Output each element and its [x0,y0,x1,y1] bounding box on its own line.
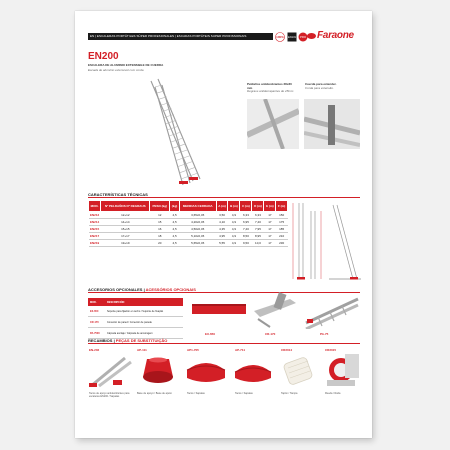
specs-cell: 7,95 [252,226,264,233]
specs-cell: 5,55 [216,240,228,247]
spare-en202-image [89,354,133,388]
header-bar [88,33,273,40]
specs-cell: 4,9 [228,226,240,233]
specs-model-cell: EN217 [90,234,100,238]
specs-column-header: B (m) [228,201,240,212]
specs-cell: 150 [276,212,288,219]
specs-cell: 16 [150,226,170,233]
specs-cell: 7,40 [240,226,252,233]
accessories-col-desc: DESCRIPCIÓN [105,298,183,306]
specs-cell: 4,5 [170,212,180,219]
specs-column-header: MEDIDAS CERRADA [179,201,216,212]
brand-logo [307,30,361,42]
rung-detail-image [247,99,299,149]
specs-cell: 15 [150,219,170,226]
brand-logo-mark [307,33,316,39]
accessory-code: CR-170 [88,317,105,328]
specs-cell: 8,95 [252,233,264,240]
spare-desc: Tapón / Tampa [281,392,298,395]
specs-cell: 17+17 [101,233,150,240]
product-title: EN200 [88,51,119,62]
accessory-code: EX-650 [88,306,105,317]
specs-model-cell: EN214 [90,220,100,224]
specs-cell: 4,5 [170,240,180,247]
specs-cell: 3,50 [216,212,228,219]
specs-cell: 6,33 [240,212,252,219]
specs-cell: 6,95 [240,219,252,226]
spares-heading: RECAMBIOS | PEÇAS DE SUBSTITUIÇÃO [88,338,168,343]
accessory-row [88,306,183,317]
product-subtitle: ESCALERA DE ALUMINIO EXTENSIBLE DE CUERDA [88,63,164,67]
specs-cell: 4,50x0,45 [179,226,216,233]
specs-table [88,200,288,247]
specs-cell: 4,9 [228,233,240,240]
specs-table-body [89,212,288,247]
spare-ap711-image [233,356,273,386]
cert-en131-icon [287,32,297,42]
specs-cell: 17 [264,233,276,240]
specs-cell: 4,9 [228,219,240,226]
spare-cr2015-image [323,352,363,390]
specs-model-cell: EN215 [90,227,100,231]
brand-name: Faraone [317,30,354,41]
specs-cell: 175 [276,219,288,226]
specs-row [89,233,288,240]
catalog-page [75,11,372,438]
specs-cell: 210 [276,233,288,240]
accessory-code: PA-7500 [88,328,105,339]
specs-cell: 3,65x0,45 [179,212,216,219]
spare-code: AP-711 [235,348,246,352]
spare-ap111-image [139,355,177,389]
spare-desc: Tacos / Sapatas [187,392,205,395]
specs-row [89,212,288,219]
spare-code: AP-111 [137,348,147,352]
specs-cell: 4,10 [216,219,228,226]
specs-cell: 7,40 [252,219,264,226]
spares-heading-pt: PEÇAS DE SUBSTITUIÇÃO [115,338,168,343]
specs-cell: 4,20x0,45 [179,219,216,226]
specs-cell: 12+12 [101,212,150,219]
accessory-ex650-image [190,296,248,326]
note-rungs-title: Peldaños antideslizantes 28x30 mm [247,82,292,90]
specs-cell: 4,5 [170,219,180,226]
specs-cell: 14+14 [101,219,150,226]
ladder-dimension-diagram [289,201,365,281]
product-subtitle-pt: Escada de alumínio extensível com corda [88,68,144,72]
specs-cell: 17 [264,226,276,233]
note-rope-title: Cuerda para extender. [305,82,337,86]
spare-cr2014-image [278,354,318,390]
specs-cell: 17 [264,212,276,219]
specs-row [89,226,288,233]
accessory-cr170-image [250,289,300,329]
accessories-heading: ACCESORIOS OPCIONALES | ACESSÓRIOS OPCIONAIS [88,287,196,292]
spare-code: CR2014 [281,348,293,352]
accessories-heading-pt: ACESSÓRIOS OPCIONAIS [145,287,196,292]
cert-en131-label: EN131 [288,36,296,40]
spare-code: AP1-705 [187,348,199,352]
spare-desc: Tacos / Sapatas [235,392,253,395]
specs-cell: 4,95 [216,233,228,240]
specs-cell: 8,50 [240,233,252,240]
specs-row [89,219,288,226]
specs-cell: 4,9 [228,212,240,219]
specs-cell: 4,9 [228,240,240,247]
accessory-desc: Cápsula anclaje / Cápsula de ancoragem [105,328,183,339]
specs-column-header: D (m) [252,201,264,212]
accessory-desc: Conector de pared / Conector de parede [105,317,183,328]
ladder-main-image [145,77,205,189]
spare-code: EN-202 [89,348,100,352]
specs-cell: 15+15 [101,226,150,233]
spare-desc: Tacos de apoyo antideslizantes para escaleras EN200 / Sapatas [89,392,130,398]
specs-column-header: Nº PELDAÑOS Nº DEGRAUS [101,201,150,212]
spare-code: CR2015 [325,348,337,352]
specs-cell: 9,50 [240,240,252,247]
specs-cell: 12 [150,212,170,219]
accessory-pa75-image [304,293,360,329]
spares-divider [88,343,360,344]
specs-cell: 6,33 [252,212,264,219]
rope-detail-image [304,99,360,149]
specs-cell: 17 [264,240,276,247]
specs-cell: 17 [264,219,276,226]
accessories-table [88,298,183,339]
specs-cell: 4,35 [216,226,228,233]
cert-100-icon [275,32,285,42]
note-rope [305,83,360,90]
note-rungs [247,83,295,94]
accessory-caption-cr170: CR-170 [265,332,276,336]
note-rungs-text: Degraus antiderrapantes de 28mm [247,89,294,94]
specs-column-header: F (m) [276,201,288,212]
accessory-row [88,328,183,339]
spare-ap1705-image [185,356,227,386]
specs-table-header [89,201,288,212]
accessory-caption-ex650: EX-650 [205,332,216,336]
specs-cell: 5,65x0,45 [179,240,216,247]
accessory-row [88,317,183,328]
accessories-heading-es: ACCESORIOS OPCIONALES [88,287,143,292]
spare-desc: Rueda / Roda [325,392,341,395]
specs-column-header: PESO (kg) [150,201,170,212]
accessories-table-header [88,298,183,306]
specs-column-header: MOD. [89,201,101,212]
specs-cell: 10,0 [252,240,264,247]
specs-cell: 5,10x0,45 [179,233,216,240]
cert-100-label: 100% [276,35,284,40]
spares-heading-es: RECAMBIOS [88,338,113,343]
cert-pro-label: PRO [299,35,307,40]
spare-desc: Base de apoyo / Base de apoio [137,392,172,395]
specs-column-header: A (m) [216,201,228,212]
accessory-caption-pa75: PA-75 [320,332,329,336]
specs-heading-es: CARACTERÍSTICAS TÉCNICAS [88,192,148,197]
specs-cell: 19+19 [101,240,150,247]
specs-divider [88,197,360,198]
note-rope-text: Corda para extensão. [305,85,334,90]
specs-cell: 230 [276,240,288,247]
specs-cell: 4,5 [170,233,180,240]
specs-cell: 20 [150,240,170,247]
specs-column-header: C (m) [240,201,252,212]
specs-column-header: E (m) [264,201,276,212]
header-bar-text: EN | ESCALERAS PORTÁTILES SÚPER PROFESIONALES | ESCADAS PORTÁTEIS SUPER PROFISSIONAIS [90,34,247,38]
specs-row [89,240,288,247]
specs-model-cell: EN212 [90,213,100,217]
specs-model-cell: EN219 [90,241,100,245]
specs-cell: 4,5 [170,226,180,233]
specs-column-header: (kg) [170,201,180,212]
specs-cell: 185 [276,226,288,233]
specs-cell: 18 [150,233,170,240]
accessories-col-code: MOD. [88,298,105,306]
accessory-desc: Soporte para fijación en techo / Suporte de fixação [105,306,183,317]
